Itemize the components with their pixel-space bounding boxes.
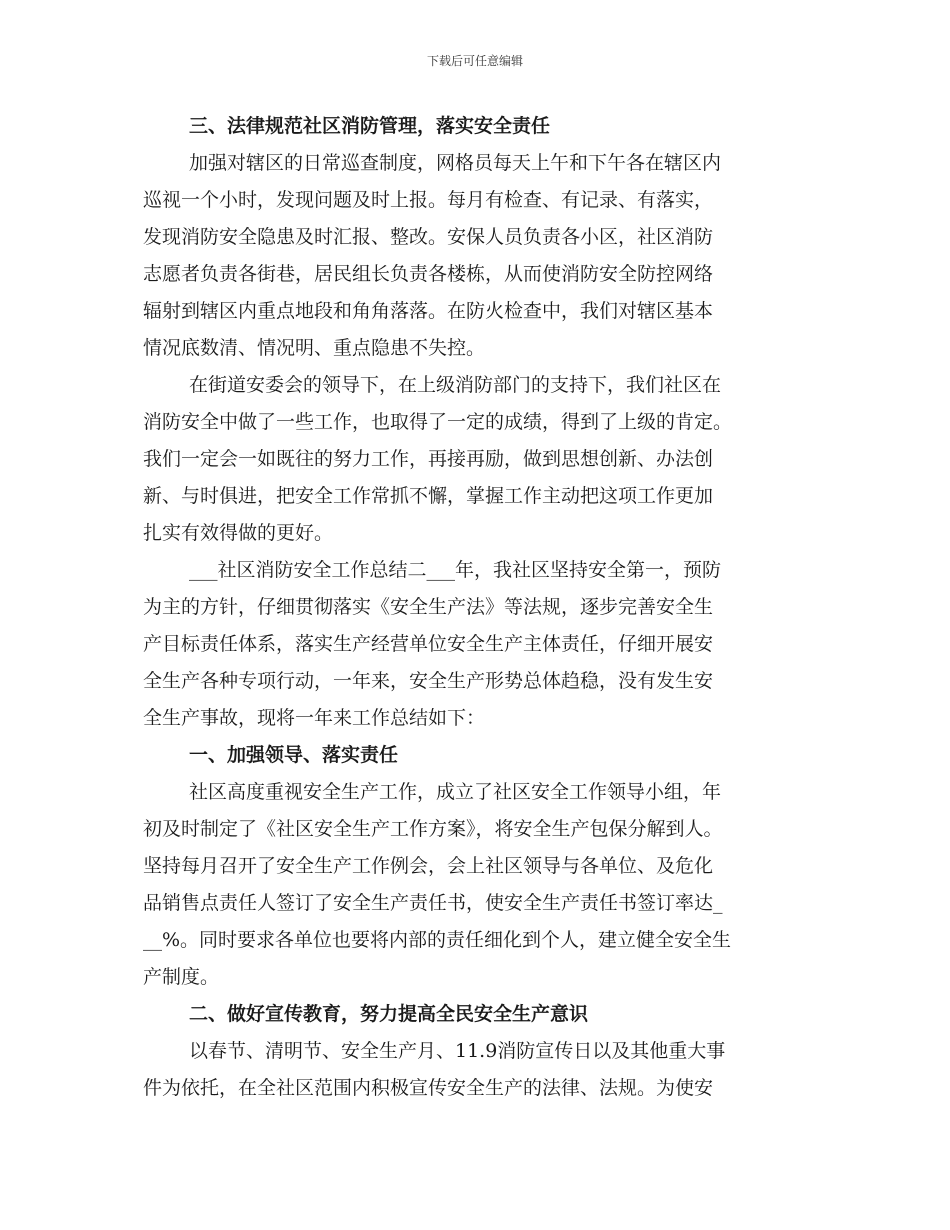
paragraph <box>143 552 823 737</box>
paragraph-line: 新、与时俱进，把安全工作常抓不懈，掌握工作主动把这项工作更加 <box>143 485 714 507</box>
paragraph-line: 在街道安委会的领导下，在上级消防部门的支持下，我们社区在 <box>189 374 722 396</box>
paragraph-line: 加强对辖区的日常巡查制度，网格员每天上午和下午各在辖区内 <box>189 152 722 174</box>
paragraph-line: 扎实有效得做的更好。 <box>143 522 334 544</box>
paragraph-line: 初及时制定了《社区安全生产工作方案》，将安全生产包保分解到人。 <box>143 818 723 840</box>
paragraph <box>143 774 823 996</box>
document-body <box>143 108 823 1107</box>
paragraph-line: 全生产各种专项行动，一年来，安全生产形势总体趋稳，没有发生安 <box>143 670 714 692</box>
paragraph <box>143 145 823 367</box>
paragraph-line: 产制度。 <box>143 966 220 988</box>
paragraph <box>143 367 823 552</box>
paragraph-line: 辐射到辖区内重点地段和角角落落。在防火检查中，我们对辖区基本 <box>143 300 714 322</box>
paragraph-line: 件为依托，在全社区范围内积极宣传安全生产的法律、法规。为使安 <box>143 1077 714 1099</box>
paragraph-line: 情况底数清、情况明、重点隐患不失控。 <box>143 337 486 359</box>
paragraph-line: ___社区消防安全工作总结二___年，我社区坚持安全第一，预防 <box>189 559 722 581</box>
paragraph-line: 消防安全中做了一些工作，也取得了一定的成绩，得到了上级的肯定。 <box>143 411 733 433</box>
paragraph-line: 巡视一个小时，发现问题及时上报。每月有检查、有记录、有落实， <box>143 189 714 211</box>
paragraph-line: 全生产事故，现将一年来工作总结如下： <box>143 707 486 729</box>
paragraph-line: 我们一定会一如既往的努力工作，再接再励，做到思想创新、办法创 <box>143 448 714 470</box>
paragraph-line: 为主的方针，仔细贯彻落实《安全生产法》等法规，逐步完善安全生 <box>143 596 714 618</box>
paragraph <box>143 1033 823 1107</box>
paragraph-line: 以春节、清明节、安全生产月、11.9消防宣传日以及其他重大事 <box>189 1040 726 1062</box>
page-header-note: 下载后可任意编辑 <box>426 54 523 68</box>
paragraph-line: 品销售点责任人签订了安全生产责任书，使安全生产责任书签订率达_ <box>143 892 723 914</box>
paragraph-line: __%。同时要求各单位也要将内部的责任细化到个人，建立健全安全生 <box>143 929 732 951</box>
section-heading: 三、法律规范社区消防管理，落实安全责任 <box>189 115 551 137</box>
section-heading: 一、加强领导、落实责任 <box>189 744 399 766</box>
paragraph-line: 坚持每月召开了安全生产工作例会，会上社区领导与各单位、及危化 <box>143 855 714 877</box>
paragraph-line: 社区高度重视安全生产工作，成立了社区安全工作领导小组，年 <box>189 781 722 803</box>
paragraph-line: 志愿者负责各街巷，居民组长负责各楼栋，从而使消防安全防控网络 <box>143 263 714 285</box>
paragraph-line: 发现消防安全隐患及时汇报、整改。安保人员负责各小区，社区消防 <box>143 226 714 248</box>
paragraph-line: 产目标责任体系，落实生产经营单位安全生产主体责任，仔细开展安 <box>143 633 714 655</box>
section-heading: 二、做好宣传教育，努力提高全民安全生产意识 <box>189 1003 589 1025</box>
